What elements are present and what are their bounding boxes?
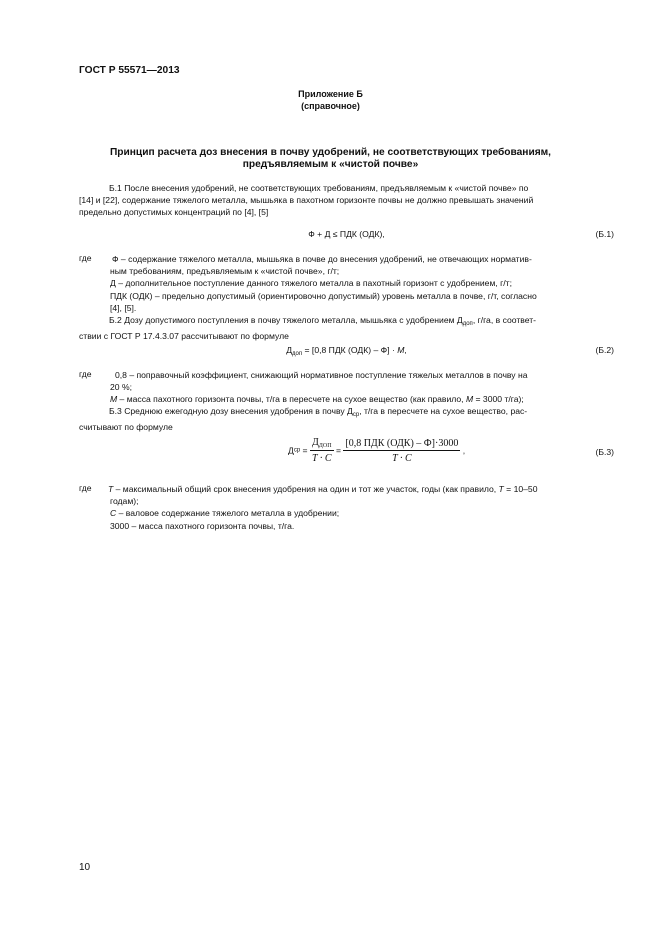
where-definitions [110,253,614,314]
definition-line: Ф – содержание тяжелого металла, мышьяка в почве до внесения удобрений, не отвечающих норматив- [112,254,532,264]
formula-b2: $Д_{доп} = [0,8$ ПДК (ОДК) – Ф] · М, [286,345,407,357]
fraction-formula: $\frac{\text{[0,8 ПДК (ОДК) – Ф]·3000}}{T \cdot C}$ [345,437,459,464]
paragraph-line: [14] и [22], содержание тяжелого металла, мышьяка в пахотном горизонте почвы не должно превышать значений [79,195,534,206]
definition-line: Д – дополнительное поступление данного тяжелого металла в пахотный горизонт с удобрением, г/т; [110,278,512,289]
page-number: 10 [79,862,91,873]
definition-line: 20 %; [110,382,132,393]
paragraph-b2 [79,314,614,342]
paragraph-line: предельно допустимых концентраций по [4], [5] [79,207,269,218]
where-label: где [79,369,92,379]
formula-b1 [79,229,614,239]
definition-line: ным требованиям, предъявляемым к «чистой почве», г/т; [110,266,340,277]
definition-line: М – масса пахотного горизонта почвы, т/га в пересчете на сухое вещество (как правило, М = 3000 т/га); [110,394,524,405]
appendix-title: Приложение Б [298,89,363,99]
where-label: где [79,483,92,493]
formula-expression: Ф + Д ≤ ПДК (ОДК), [308,229,385,239]
section-heading-line2: предъявляемым к «чистой почве» [242,159,419,170]
definition-line: [4], [5]. [110,302,137,313]
definition-line: годам); [110,496,139,507]
paragraph-b1 [79,182,614,219]
paragraph-line: Б.2 Дозу допустимого поступления в почву тяжелого металла, мышьяка с удобрением $Д_{доп}$, г/га, в соответ- [109,315,537,327]
definition-line: ПДК (ОДК) – предельно допустимый (ориентировочно допустимый) уровень металла в почве, г/т, согласно [110,290,537,301]
formula-number: (Б.2) [595,345,614,355]
paragraph-line: считывают по формуле [79,422,173,433]
document-code: ГОСТ Р 55571—2013 [79,65,180,76]
definition-line: 3000 – масса пахотного горизонта почвы, т/га. [110,520,295,531]
paragraph-line: Б.3 Среднюю ежегодную дозу внесения удобрения в почву $Д_{ср}$, т/га в пересчете на сухое вещество, рас- [109,406,528,418]
section-heading-line1: Принцип расчета доз внесения в почву удобрений, не соответствующих требованиям, [109,147,552,158]
where-label: где [79,253,92,263]
definition-line: 0,8 – поправочный коэффициент, снижающий нормативное поступление тяжелых металлов в почву на [115,370,528,380]
paragraph-line: ствии с ГОСТ Р 17.4.3.07 рассчитывают по формуле [79,331,289,342]
formula-b3: Дср = $\frac{Д_{ДОП}}{T \cdot C}$ = $\frac{\text{[0,8 ПДК (ОДК) – Ф]·3000}}{T \cdot C}$ , [288,437,466,464]
formula-number: (Б.3) [595,447,614,457]
definition-line: T – максимальный общий срок внесения удобрения на один и тот же участок, годы (как правило, T = 10–50 [108,484,538,494]
definition-line: C – валовое содержание тяжелого металла в удобрении; [110,508,340,519]
paragraph-b3 [79,405,614,433]
paragraph-line: Б.1 После внесения удобрений, не соответствующих требованиям, предъявляемым к «чистой почве» по [109,183,529,193]
formula-number: (Б.1) [595,229,614,239]
appendix-note: (справочное) [301,101,360,111]
where-definitions [108,483,614,532]
where-definitions [110,369,614,406]
fraction-dose: $\frac{Д_{ДОП}}{T \cdot C}$ [311,437,332,464]
